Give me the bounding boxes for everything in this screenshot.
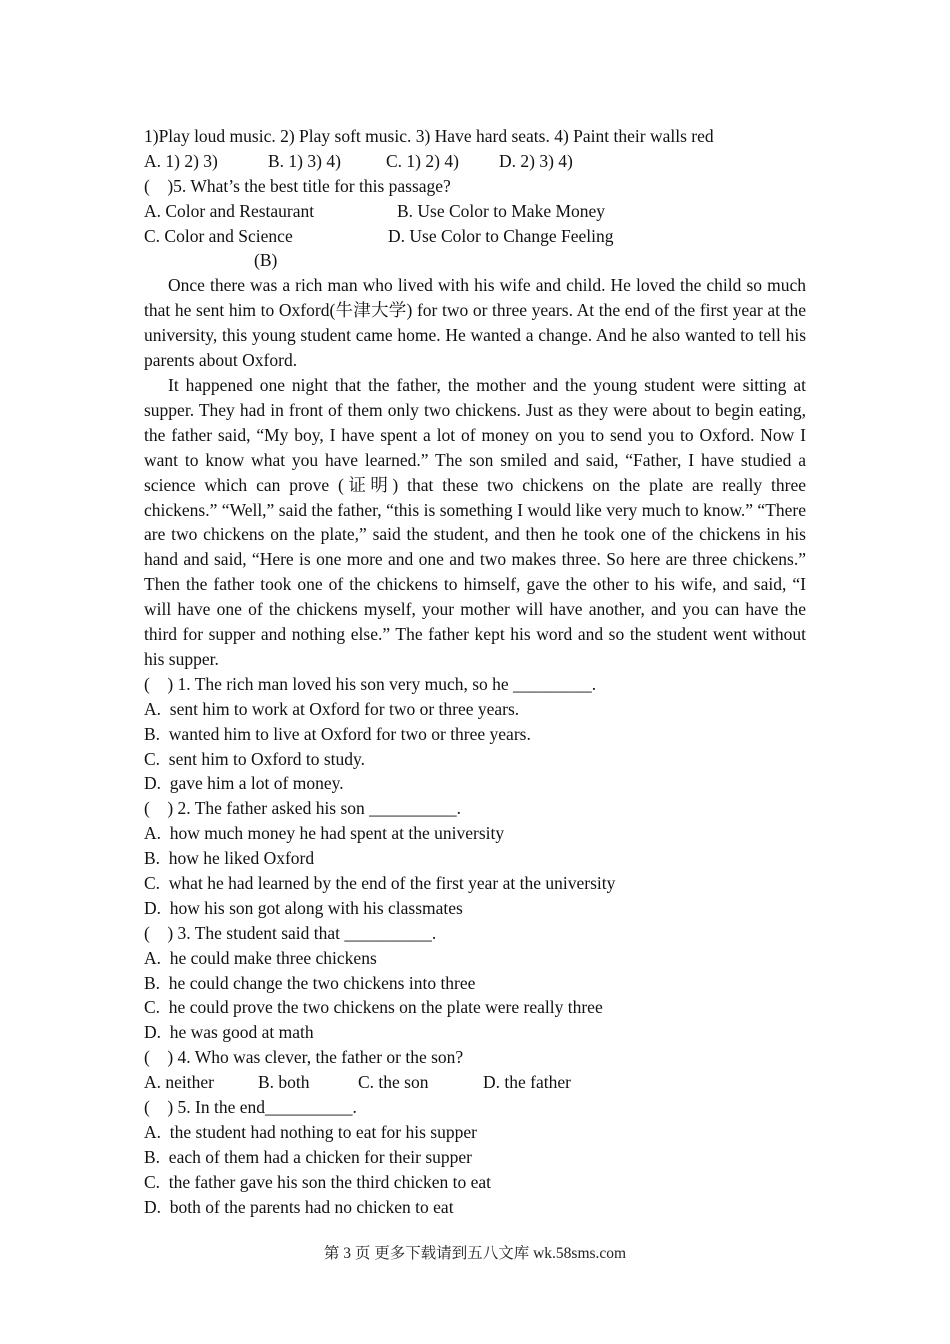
option-b: B. 1) 3) 4)	[268, 150, 341, 171]
option-c: C. the son	[358, 1072, 429, 1093]
question-1	[144, 672, 806, 796]
question-stem: ( ) 5. In the end__________.	[144, 1096, 357, 1117]
document-page	[144, 124, 806, 1219]
option-d: D. 2) 3) 4)	[499, 150, 573, 171]
option-d: D. how his son got along with his classmates	[144, 897, 463, 918]
question-2	[144, 796, 806, 920]
option-a: A. the student had nothing to eat for his supper	[144, 1121, 477, 1142]
option-d: D. he was good at math	[144, 1022, 314, 1043]
question-stem: ( ) 4. Who was clever, the father or the son?	[144, 1047, 464, 1068]
option-b: B. Use Color to Make Money	[397, 200, 606, 221]
question-3	[144, 921, 806, 1045]
option-d: D. Use Color to Change Feeling	[388, 225, 614, 246]
question-4	[144, 1045, 806, 1095]
option-c: C. what he had learned by the end of the first year at the university	[144, 872, 616, 893]
option-d: D. gave him a lot of money.	[144, 773, 344, 794]
option-b: B. both	[258, 1072, 310, 1093]
option-c: C. he could prove the two chickens on the plate were really three	[144, 997, 603, 1018]
q5-options-row2	[144, 224, 806, 249]
question-5	[144, 1095, 806, 1219]
option-d: D. both of the parents had no chicken to eat	[144, 1196, 454, 1217]
option-c: C. sent him to Oxford to study.	[144, 748, 366, 769]
option-a: A. neither	[144, 1072, 214, 1093]
q5-options-row1	[144, 199, 806, 224]
option-c: C. the father gave his son the third chicken to eat	[144, 1171, 491, 1192]
inline-options	[144, 1070, 806, 1095]
q5-question: ( )5. What’s the best title for this passage?	[144, 175, 451, 196]
question-stem: ( ) 2. The father asked his son __________.	[144, 798, 462, 819]
option-c: C. Color and Science	[144, 225, 293, 246]
question-stem: ( ) 3. The student said that __________.	[144, 922, 437, 943]
option-b: B. each of them had a chicken for their supper	[144, 1146, 472, 1167]
question-stem: ( ) 1. The rich man loved his son very much, so he _________.	[144, 673, 597, 694]
q4-choices-line: 1)Play loud music. 2) Play soft music. 3) Have hard seats. 4) Paint their walls red	[144, 126, 714, 146]
option-b: B. he could change the two chickens into three	[144, 972, 476, 993]
passage-paragraph-2: It happened one night that the father, the mother and the young student were sitting at supper. They had in front of them only two chickens. Just as they were about to begin eating, the father said, “My boy, I have spent a lot of money on you to send you to Oxford. Now I want to know what you have learned.” The son smiled and said, “Father, I have studied a science which can prove (证明) that these two chickens on the plate are really three chickens.” “Well,” said the father, “this is something I would like very much to know.” “There are two chickens on the plate,” said the student, and then he took one of the chickens in his hand and said, “Here is one more and one and two makes three. So here are three chickens.” Then the father took one of the chickens to himself, gave the other to his wife, and said, “I will have one of the chickens myself, your mother will have another, and you can have the third for supper and nothing else.” The father kept his word and so the student went without his supper.	[144, 374, 806, 669]
option-a: A. Color and Restaurant	[144, 200, 315, 221]
section-heading: (B)	[254, 250, 278, 271]
passage-paragraph-1: Once there was a rich man who lived with his wife and child. He loved the child so much that he sent him to Oxford(牛津大学) for two or three years. At the end of the first year at the university, this young student came home. He wanted a change. And he also wanted to tell his parents about Oxford.	[144, 275, 806, 371]
option-d: D. the father	[483, 1072, 571, 1093]
option-b: B. wanted him to live at Oxford for two or three years.	[144, 723, 531, 744]
q4-options	[144, 149, 806, 174]
option-b: B. how he liked Oxford	[144, 848, 315, 869]
page-footer: 第 3 页 更多下载请到五八文库 wk.58sms.com	[323, 1245, 627, 1262]
option-a: A. sent him to work at Oxford for two or three years.	[144, 698, 520, 719]
option-c: C. 1) 2) 4)	[386, 150, 459, 171]
option-a: A. 1) 2) 3)	[144, 150, 218, 171]
option-a: A. he could make three chickens	[144, 947, 377, 968]
option-a: A. how much money he had spent at the university	[144, 823, 505, 844]
